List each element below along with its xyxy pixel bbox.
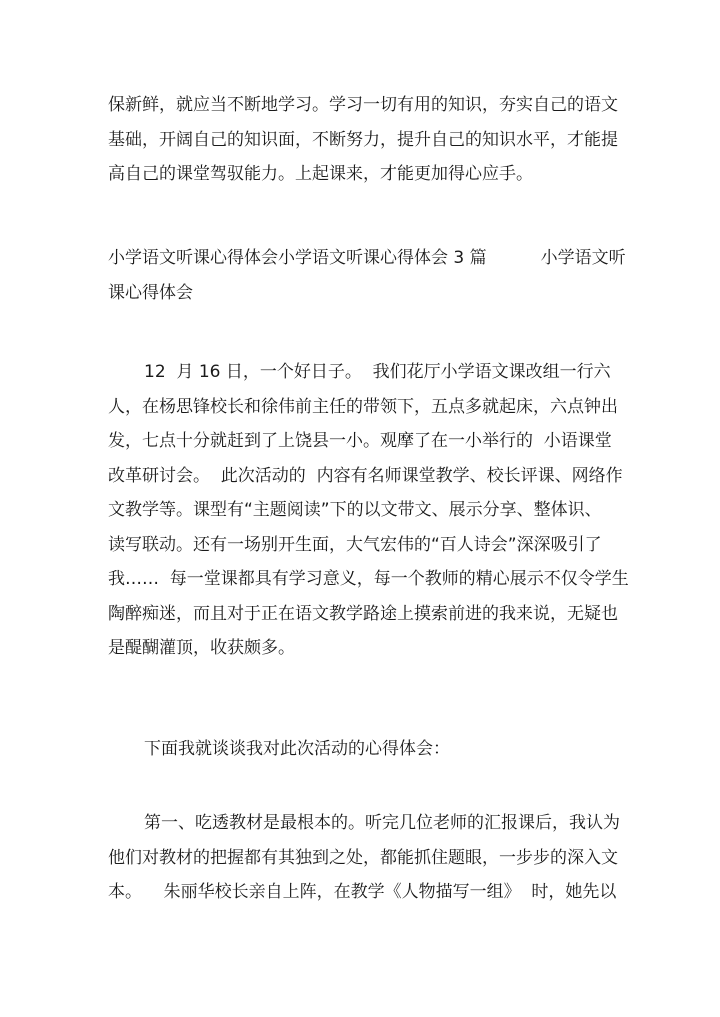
text-line: 发，七点十分就赶到了上饶县一小。观摩了在一小举行的 小语课堂 [108,431,612,451]
paragraph-continuation [108,88,618,192]
text-line: 文教学等。课型有“主题阅读”下的以文带文、展示分享、整体识、 [108,500,602,520]
paragraph-point-one [108,806,618,910]
paragraph-intro [108,732,618,767]
text-line: 本。 朱丽华校长亲自上阵，在教学《人物描写一组》 时，她先以 [108,882,617,902]
text-line: 基础，开阔自己的知识面，不断努力，提升自己的知识水平，才能提 [108,129,618,150]
text-line: 人，在杨思锋校长和徐伟前主任的带领下，五点多就起床，六点钟出 [108,396,618,417]
text-line: 下面我就谈谈我对此次活动的心得体会： [144,739,450,759]
heading-line: 小学语文听课心得体会小学语文听课心得体会 3 篇 小学语文听 [108,248,626,268]
text-line: 我…… 每一堂课都具有学习意义，每一个教师的精心展示不仅令学生 [108,569,629,589]
text-line: 保新鲜，就应当不断地学习。学习一切有用的知识，夯实自己的语文 [108,95,618,115]
text-line: 12 月 16 日，一个好日子。 我们花厅小学语文课改组一行六 [144,362,611,382]
text-line: 是醍醐灌顶，收获颇多。 [108,638,295,658]
text-line: 高自己的课堂驾驭能力。上起课来，才能更加得心应手。 [108,164,533,184]
text-line: 第一、吃透教材是最根本的。听完几位老师的汇报课后，我认为 [144,813,620,833]
heading-line: 课心得体会 [108,282,193,303]
section-heading [108,241,626,310]
text-line: 改革研讨会。 此次活动的 内容有名师课堂教学、校长评课、网络作 [108,465,623,486]
text-line: 陶醉痴迷，而且对于正在语文教学路途上摸索前进的我来说，无疑也 [108,603,618,624]
paragraph-event-description [108,355,629,666]
text-line: 他们对教材的把握都有其独到之处，都能抓住题眼，一步步的深入文 [108,847,618,868]
text-line: 读写联动。还有一场别开生面，大气宏伟的“百人诗会”深深吸引了 [108,534,602,555]
